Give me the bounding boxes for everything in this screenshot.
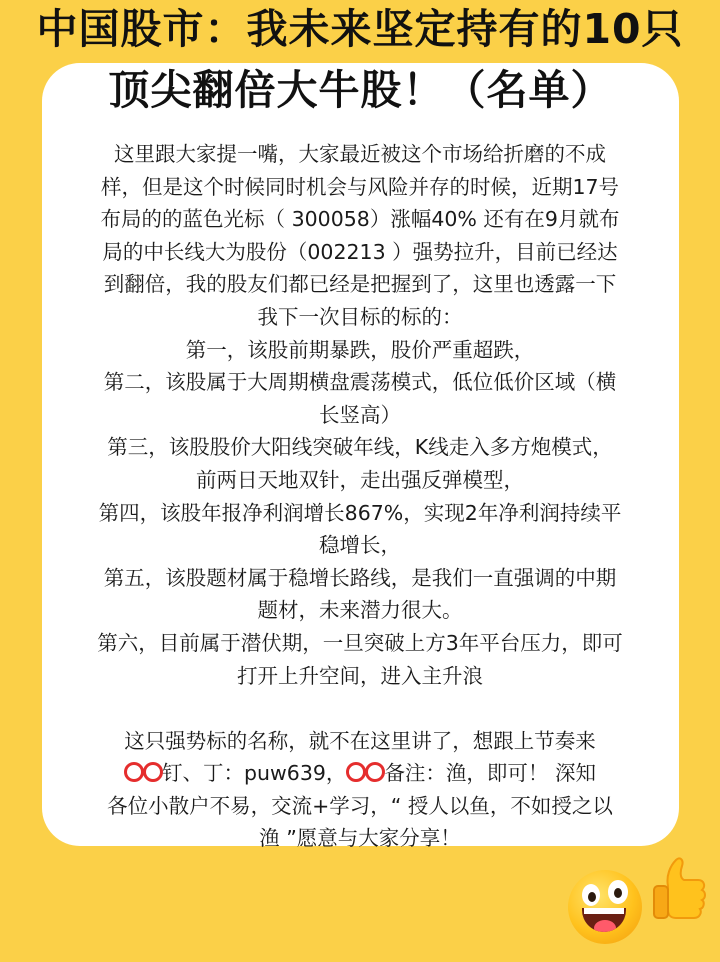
grinning-face-emoji-icon [568,870,642,944]
closing-note: 备注：渔，即可！ 深知 [384,761,596,786]
intro-line: 到翻倍，我的股友们都已经是把握到了，这里也透露一下 [103,272,617,297]
thumbs-up-emoji-icon [650,856,710,922]
point-5: 第五，该股题材属于稳增长路线，是我们一直强调的中期 [103,565,617,590]
intro-line: 布局的的蓝色光标（ 300058）涨幅40% 还有在9月就布 [100,207,620,232]
intro-line: 局的中长线大为股份（002213 ）强势拉升，目前已经达 [102,239,618,264]
closing-line-3: 各位小散户不易，交流+学习，“ 授人以鱼，不如授之以 [107,793,613,818]
closing-line-1: 这只强势标的名称，就不在这里讲了，想跟上节奏来 [124,728,596,753]
point-3: 第三，该股股价大阳线突破年线，K线走入多方炮模式， [107,435,613,460]
point-2: 第二，该股属于大周期横盘震荡模式，低位低价区域（横 [103,370,617,395]
circle-icon [365,762,385,782]
closing-line-2 [58,757,662,790]
point-3-cont: 前两日天地双针，走出强反弹模型， [196,467,524,492]
circle-icon [124,762,144,782]
point-6-cont: 打开上升空间，进入主升浪 [237,663,483,688]
intro-line: 这里跟大家提一嘴，大家最近被这个市场给折磨的不成 [114,142,606,166]
point-4-cont: 稳增长， [319,533,401,558]
point-1: 第一，该股前期暴跌，股价严重超跌， [185,337,535,362]
intro-line: 样，但是这个时候同时机会与风险并存的时候，近期17号 [100,174,620,199]
closing-contact: 钉、丁：puw639， [162,761,347,786]
point-6: 第六，目前属于潜伏期，一旦突破上方3年平台压力，即可 [97,630,623,655]
title-line-2: 顶尖翻倍大牛股！（名单） [108,66,613,114]
closing-line-4: 渔 ”愿意与大家分享！ [259,826,461,851]
circle-icon [143,762,163,782]
point-4: 第四，该股年报净利润增长867%，实现2年净利润持续平 [98,500,622,525]
intro-line: 我下一次目标的标的： [257,304,463,329]
article-body [58,138,662,855]
point-5-cont: 题材，未来潜力很大。 [257,598,463,623]
title-line-1: 中国股市：我未来坚定持有的10只 [36,5,684,53]
point-2-cont: 长竖高） [319,402,401,427]
spacer [58,692,662,725]
circle-icon [346,762,366,782]
